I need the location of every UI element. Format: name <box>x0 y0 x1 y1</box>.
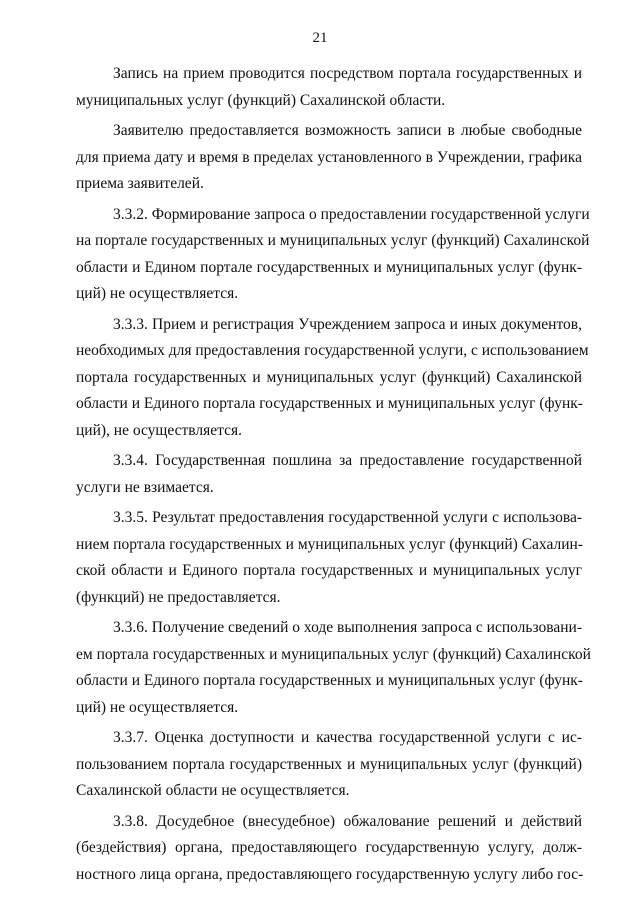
paragraph-line: области и Единого портала государственных и муниципальных услуг (функ- <box>76 395 583 412</box>
paragraph-line: ской области и Единого портала государственных и муниципальных услуг <box>76 562 582 579</box>
paragraph-line: 3.3.5. Результат предоставления государственной услуги с использова- <box>113 509 582 526</box>
paragraph-line: ностного лица органа, предоставляющего государственную услугу либо гос- <box>76 865 584 883</box>
paragraph-line: (функций) не предоставляется. <box>76 588 281 606</box>
paragraph <box>76 505 582 611</box>
paragraph-line: 3.3.7. Оценка доступности и качества государственной услуги с ис- <box>113 729 582 746</box>
paragraph-line: услуги не взимается. <box>76 478 214 496</box>
paragraph-line: для приема дату и время в пределах установленного в Учреждении, графика <box>76 148 582 166</box>
paragraph-line: на портале государственных и муниципальных услуг (функций) Сахалинской <box>76 232 590 249</box>
paragraph <box>76 448 582 501</box>
paragraph-line: ций) не осуществляется. <box>76 698 239 716</box>
paragraph-line: нием портала государственных и муниципальных услуг (функций) Сахалин- <box>76 535 583 553</box>
paragraph-line: Запись на прием проводится посредством портала государственных и <box>113 65 582 82</box>
paragraph <box>76 202 590 308</box>
paragraph <box>76 725 582 805</box>
paragraph-line: 3.3.8. Досудебное (внесудебное) обжалование решений и действий <box>113 812 582 830</box>
paragraph-line: ций), не осуществляется. <box>76 421 242 439</box>
paragraph-line: приема заявителей. <box>76 175 204 192</box>
paragraph-line: 3.3.6. Получение сведений о ходе выполнения запроса с использовани- <box>113 619 583 636</box>
paragraph-line: области и Едином портале государственных и муниципальных услуг (функ- <box>76 258 582 276</box>
paragraph-line: 3.3.3. Прием и регистрация Учреждением запроса и иных документов, <box>113 315 582 333</box>
paragraph-line: пользованием портала государственных и муниципальных услуг (функций) <box>76 755 582 773</box>
paragraph-line: (бездействия) органа, предоставляющего государственную услугу, долж- <box>76 839 582 856</box>
paragraph <box>76 312 589 445</box>
paragraph <box>76 118 582 198</box>
paragraph-line: ем портала государственных и муниципальных услуг (функций) Сахалинской <box>76 645 591 663</box>
paragraph <box>76 809 582 889</box>
paragraph <box>76 615 591 721</box>
document-body <box>76 61 591 892</box>
paragraph-line: области и Единого портала государственных и муниципальных услуг (функ- <box>76 672 583 689</box>
paragraph-line: Заявителю предоставляется возможность записи в любые свободные <box>113 122 582 139</box>
page-number: 21 <box>312 30 328 46</box>
paragraph <box>76 61 582 114</box>
paragraph-line: 3.3.4. Государственная пошлина за предоставление государственной <box>113 452 582 469</box>
paragraph-line: необходимых для предоставления государственной услуги, с использованием <box>76 342 589 359</box>
paragraph-line: портала государственных и муниципальных услуг (функций) Сахалинской <box>76 368 582 386</box>
paragraph-line: ций) не осуществляется. <box>76 285 239 302</box>
paragraph-line: 3.3.2. Формирование запроса о предоставлении государственной услуги <box>113 205 590 223</box>
paragraph-line: Сахалинской области не осуществляется. <box>76 782 350 799</box>
paragraph-line: муниципальных услуг (функций) Сахалинской области. <box>76 91 446 109</box>
